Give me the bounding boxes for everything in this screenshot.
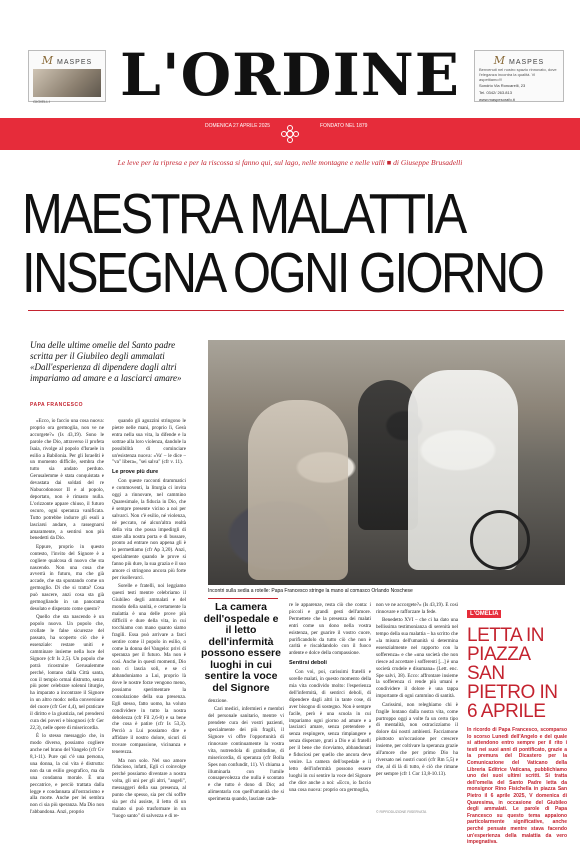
pullquote-rule [208, 598, 278, 599]
ad-logo-icon: M [41, 54, 55, 67]
paragraph: Ma non solo. Nel suo amore fiducioso, infatti, Egli ci coinvolge perché possiamo diventare a nostra volta, gli uni per gli altri, "angeli", messaggeri della sua presenza, al punto che spesso, sia per chi soffre sia per chi assiste, il letto di un malato si può trasformare in un "luogo santo" di salvezza e di re- [112, 757, 186, 819]
ad-url: www.maspesorafo.it [479, 97, 515, 102]
main-photo [208, 340, 565, 585]
masthead: L'ORDINE [120, 41, 460, 109]
emblem-icon [280, 124, 300, 144]
article-byline: PAPA FRANCESCO [30, 402, 84, 408]
article-column-5 [376, 602, 458, 828]
paragraph: Sorelle e fratelli, noi leggiamo questi testi mentre celebriamo il Giubileo degli ammalati e del mondo della sanità, e certamente la malattia è una delle prove più difficili e dure della vita, in cui tocchiamo con mano quanto siamo fragili. Essa può arrivare a farci sentire come il popolo in esilio, o come la donna del Vangelo: privi di speranza per il futuro. Ma non è così. Anche in questi momenti, Dio non ci lascia soli, e se ci abbandoniamo a Lui, proprio là dove le nostre forze vengono meno, possiamo sperimentare la consolazione della sua presenza. Egli stesso, fatto uomo, ha voluto condividere in tutto la nostra debolezza (cfr Fil 2,6-8) e sa bene che cosa è patire (cfr Is 53,3). Perciò a Lui possiamo dire e affidare il nostro dolore, sicuri di trovare compassione, vicinanza e tenerezza. [112, 583, 186, 756]
ad-photo [33, 69, 101, 97]
ad-brand: MASPES [57, 59, 93, 66]
subhead: Le prove più dure [112, 469, 159, 476]
ad-logo-icon: M [493, 54, 507, 67]
headline-line-1: MAESTRA MALATTIA [22, 182, 465, 246]
advertisement-right[interactable] [474, 50, 564, 102]
sidebar-label: L'OMELIA [467, 610, 501, 618]
tagline-author: di Giuseppe Brusadelli [393, 158, 463, 167]
article-column-2 [112, 418, 186, 830]
ad-phone: Tel. 0342/ 263.813 [479, 90, 512, 95]
sidebar-title: LETTA IN PIAZZA SAN PIETRO IN 6 APRILE [467, 625, 558, 722]
paragraph: Con voi, poi, carissimi fratelli e sorelle malati, in questo momento della mia vita condivido molto: l'esperienza dell'infermità, di sentirci deboli, di dipendere dagli altri in tante cose, di aver bisogno di sostegno. Non è sempre facile, però è una scuola in cui impariamo ogni giorno ad amare e a lasciarci amare, senza pretendere e senza respingere, senza rimpiangere e senza disperare, grati a Dio e ai fratelli per il bene che riceviamo, abbandonati e fiduciosi per quello che ancora deve venire. La camera dell'ospedale e il letto dell'infermità possono essere luoghi in cui sentire la voce del Signore che dice anche a noi: «Ecco, io faccio una cosa nuova: proprio ora germoglia, [289, 669, 371, 793]
paragraph: non ve ne accorgete?» (Is 43,19). E così rinnovare e rafforzare la fede. [376, 602, 458, 615]
subhead: Sentirsi deboli [289, 660, 327, 667]
ad-text: Benvenuti nel nostro spazio rinnovato, dove l'eleganza incontra la qualità. Vi aspettiamo!!! [479, 67, 557, 82]
pullquote: La camera dell'ospedale e il letto dell'infermità possono essere luoghi in cui sentire la voce del Signore [201, 601, 281, 694]
tagline-text: Le leve per la ripresa e per la riscossa si fanno qui, sul lago, nelle montagne e nelle valli [117, 158, 385, 167]
ad-address: Sondrio Via Roncarelli, 23 [479, 83, 526, 88]
ad-brand: MASPES [509, 59, 545, 66]
wheelchair-icon [470, 510, 530, 570]
paragraph: Cari medici, infermieri e membri del personale sanitario, mentre vi prendete cura dei vostri pazienti, specialmente dei più fragili, il Signore vi offre l'opportunità di rinnovare continuamente la vostra vita, nutrendola di gratitudine, di misericordia, di speranza (cfr Bolla Spes non confundit, 11). Vi chiama a illuminarla con l'umile consapevolezza che nulla è scontato e che tutto è dono di Dio; ad alimentarla con quell'umanità che si sperimenta quando, lasciate cade- [208, 706, 284, 803]
photo-figure [248, 400, 348, 580]
paragraph: denzione. [208, 698, 228, 704]
paragraph: quando gli aguzzini stringono le pietre nelle mani, proprio lì, Gesù entra nella sua vita, la difende e la sottrae alla loro violenza, dandole la possibilità di cominciare un'esistenza nuova: «Va' – le dice – "va" libera», "sei salva" (cfr v. 11). [112, 418, 186, 466]
photo-caption: Incontri sulla sedia a rotelle: Papa Francesco stringe la mano al comasco Orlando Noschese [208, 588, 413, 594]
founded-year: FONDATO NEL 1879 [320, 123, 368, 129]
headline-line-2: INSEGNA OGNI GIORNO [22, 241, 543, 305]
paragraph: È lo stesso messaggio che, in modo diverso, possiamo cogliere anche nel brano del Vangelo (cfr Gv 8,1-11). Pure qui c'è una persona, una donna, la cui vita è distrutta: non da un esilio geografico, ma da una condanna morale. È una peccatrice, e perciò trattata dalla legge e condannata all'ostracismo e alla morte. Anche per lei sembra non ci sia più speranza. Ma Dio non l'abbandona. Anzi, proprio [30, 733, 104, 816]
copyright-credit: © RIPRODUZIONE RISERVATA [376, 810, 427, 814]
paragraph: «Ecco, io faccio una cosa nuova: proprio ora germoglia, non ve ne accorgete?» (Is 43,19). Sono le parole che Dio, attraverso il profeta Isaia, rivolge al popolo d'Israele in esilio a Babilonia. Per gli Israeliti è un momento difficile, sembra che tutto sia andato perduto. Gerusalemme è stata conquistata e devastata dai soldati del re Nabucodonosor II e al popolo, deportato, non è rimasto nulla. L'orizzonte appare chiuso, il futuro oscuro, ogni speranza vanificata. Tutto potrebbe indurre gli esuli a lasciarsi andare, a rassegnarsi amaramente, a sentirsi non più benedetti da Dio. [30, 418, 104, 542]
issue-date: DOMENICA 27 APRILE 2025 [205, 123, 271, 129]
headline-divider [28, 310, 564, 311]
paragraph: Carissimi, non releghiamo chi è fragile lontano dalla nostra vita, come purtroppo oggi a volte fa un certo tipo di mentalità, non ostracizziamo il dolore dai nostri ambienti. Facciamone piuttosto un'occasione per crescere insieme, per coltivare la speranza grazie all'amore che per primo Dio ha riversato nei nostri cuori (cfr Rm 5,5) e che, al di là di tutto, è ciò che rimane per sempre (cfr 1 Cor 13,8-10.13). [376, 701, 458, 777]
article-column-3 [208, 698, 284, 830]
advertisement-left[interactable] [28, 50, 106, 102]
sidebar-body: In ricordo di Papa Francesco, scomparso lo scorso Lunedì dell'Angelo e del quale si attendono entro sempre per il rito i testi nei suoi anni di pontificato, grazie a la premura del Dicastero per la Comunicazione del Vaticano della Libreria Editrice Vaticana, pubblichiamo uno dei suoi ultimi scritti. Si tratta dell'omelia del Santo Padre letta da monsignor Rino Fisichella in piazza San Pietro il 6 aprile 2025, V domenica di Quaresima, in occasione del Giubileo degli ammalati. Le parole di Papa Francesco su questo tema appaiono particolarmente significative, anche perché pensate mentre stava facendo un'esperienza della malattia da vero impegnativa. [467, 727, 567, 846]
paragraph: Eppure, proprio in questo contesto, l'invito del Signore è a cogliere qualcosa di nuovo che sta nascendo. Non una cosa che avverrà in futuro, ma che già accade, che sta spuntando come un germoglio. Di che si tratta? Cosa può nascere, anzi cosa sta già germogliando in un panorama desolato e disperato come questo? [30, 543, 104, 612]
sidebar-box [467, 602, 567, 846]
ad-tagline: GIOIELLI [33, 99, 50, 104]
article-column-1 [30, 418, 104, 830]
article-column-4 [289, 602, 371, 828]
paragraph: re le apparenze, resta ciò che conta: i piccoli e grandi gesti dell'amore. Permettete che la presenza dei malati entri come un dono nella vostra esistenza, per guarire il vostro cuore, purificandolo da tutto ciò che non è carità e riscaldandolo con il fuoco ardente e dolce della compassione. [289, 602, 371, 657]
paragraph: Quello che sta nascendo è un popolo nuovo. Un popolo che, crollate le false sicurezze del passato, ha scoperto ciò che è essenziale: restare uniti e camminare insieme nella luce del Signore (cfr Is 2,5). Un popolo che potrà ricostruire Gerusalemme perché, lontano dalla Città santa, con il tempio ormai distrutto, senza più poter celebrare solenni liturgie, ha imparato a incontrare il Signore in un altro modo: nella conversione del cuore (cfr Ger 4,4), nel praticare il diritto e la giustizia, nel prendersi cura dei poveri e bisognosi (cfr Ger 22,3), nelle opere di misericordia. [30, 614, 104, 731]
article-deck: Una delle ultime omelie del Santo padre scritta per il Giubileo degli ammalati «Dall'esperienza di dipendere dagli altri impariamo ad amare e a lasciarci amare» [30, 340, 182, 383]
tagline: Le leve per la ripresa e per la riscossa si fanno qui, sul lago, nelle montagne e nelle valli ■ di Giuseppe Brusadelli [117, 158, 463, 167]
dateline-band [0, 118, 580, 150]
paragraph: Benedetto XVI – che ci ha dato una bellissima testimonianza di serenità nel tempo della sua malattia – ha scritto che «la misura dell'umanità si determina essenzialmente nel rapporto con la sofferenza» e che «una società che non riesce ad accettare i sofferenti [...] è una società crudele e disumana» (Lett. enc. Spe salvi, 38). Ecco: affrontare insieme la sofferenza ci rende più umani e condividere il dolore è una tappa importante di ogni cammino di santità. [376, 617, 458, 700]
paragraph: Con queste racconti drammatici e commoventi, la liturgia ci invita oggi a rinnovare, nel cammino Quaresimale, la fiducia in Dio, che è sempre presente vicino a noi per salvarci. Non c'è esilio, né violenza, né peccato, né alcun'altra realtà della vita che possa impedirgli di stare alla nostra porta e di bussare, pronto ad entrare non appena gli è lo permettiamo (cfr Ap 3,20). Anzi, specialmente quando le prove si fanno più dure, la sua grazia e il suo amore ci stringono ancora più forte per risollevarci. [112, 478, 186, 581]
